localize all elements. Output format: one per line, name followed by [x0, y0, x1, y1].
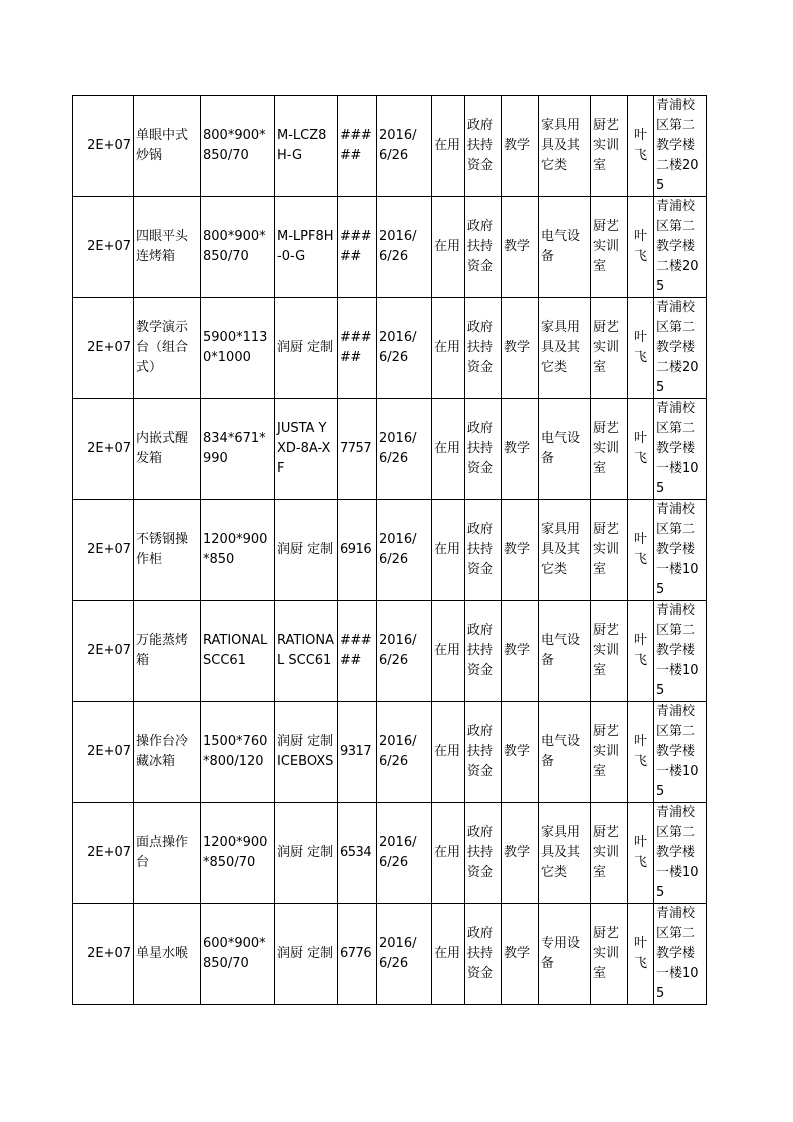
location-cell: 青浦校区第二教学楼二楼205: [654, 96, 707, 197]
date-cell: 2016/6/26: [377, 298, 432, 399]
price-cell: 7757: [338, 399, 377, 500]
usage-cell: 教学: [502, 298, 539, 399]
custodian-cell: 叶飞: [628, 803, 654, 904]
table-row: [73, 96, 707, 197]
spec-cell: 5900*1130*1000: [201, 298, 275, 399]
model-cell: RATIONAL SCC61: [275, 601, 338, 702]
price-cell: 6776: [338, 904, 377, 1005]
usage-cell: 教学: [502, 904, 539, 1005]
table-row: [73, 904, 707, 1005]
date-cell: 2016/6/26: [377, 803, 432, 904]
asset-name-cell: 操作台冷藏冰箱: [134, 702, 201, 803]
price-cell: 9317: [338, 702, 377, 803]
spec-cell: 1200*900*850: [201, 500, 275, 601]
asset-id-cell: 2E+07: [73, 500, 134, 601]
location-cell: 青浦校区第二教学楼一楼105: [654, 803, 707, 904]
table-row: [73, 803, 707, 904]
status-cell: 在用: [432, 601, 465, 702]
price-cell: #####: [338, 298, 377, 399]
model-cell: 润厨 定制: [275, 904, 338, 1005]
location-cell: 青浦校区第二教学楼二楼205: [654, 298, 707, 399]
date-cell: 2016/6/26: [377, 399, 432, 500]
location-cell: 青浦校区第二教学楼二楼205: [654, 197, 707, 298]
table-row: [73, 500, 707, 601]
department-cell: 厨艺实训室: [591, 96, 628, 197]
date-cell: 2016/6/26: [377, 96, 432, 197]
custodian-cell: 叶飞: [628, 500, 654, 601]
date-cell: 2016/6/26: [377, 601, 432, 702]
asset-name-cell: 单星水喉: [134, 904, 201, 1005]
custodian-cell: 叶飞: [628, 197, 654, 298]
funding-source-cell: 政府扶持资金: [465, 803, 502, 904]
custodian-cell: 叶飞: [628, 96, 654, 197]
table-row: [73, 197, 707, 298]
usage-cell: 教学: [502, 500, 539, 601]
spec-cell: RATIONAL SCC61: [201, 601, 275, 702]
department-cell: 厨艺实训室: [591, 399, 628, 500]
table-row: [73, 298, 707, 399]
spec-cell: 600*900*850/70: [201, 904, 275, 1005]
asset-id-cell: 2E+07: [73, 96, 134, 197]
price-cell: 6916: [338, 500, 377, 601]
asset-id-cell: 2E+07: [73, 904, 134, 1005]
asset-name-cell: 教学演示台（组合式）: [134, 298, 201, 399]
custodian-cell: 叶飞: [628, 399, 654, 500]
price-cell: #####: [338, 96, 377, 197]
spec-cell: 800*900*850/70: [201, 197, 275, 298]
funding-source-cell: 政府扶持资金: [465, 399, 502, 500]
location-cell: 青浦校区第二教学楼一楼105: [654, 702, 707, 803]
category-cell: 电气设备: [539, 702, 591, 803]
custodian-cell: 叶飞: [628, 904, 654, 1005]
usage-cell: 教学: [502, 601, 539, 702]
date-cell: 2016/6/26: [377, 500, 432, 601]
model-cell: M-LCZ8H-G: [275, 96, 338, 197]
usage-cell: 教学: [502, 702, 539, 803]
model-cell: 润厨 定制: [275, 500, 338, 601]
table-row: [73, 399, 707, 500]
price-cell: #####: [338, 601, 377, 702]
asset-id-cell: 2E+07: [73, 399, 134, 500]
category-cell: 家具用具及其它类: [539, 500, 591, 601]
location-cell: 青浦校区第二教学楼一楼105: [654, 904, 707, 1005]
spec-cell: 800*900*850/70: [201, 96, 275, 197]
status-cell: 在用: [432, 702, 465, 803]
funding-source-cell: 政府扶持资金: [465, 702, 502, 803]
table-row: [73, 702, 707, 803]
status-cell: 在用: [432, 500, 465, 601]
asset-name-cell: 不锈钢操作柜: [134, 500, 201, 601]
status-cell: 在用: [432, 197, 465, 298]
asset-id-cell: 2E+07: [73, 197, 134, 298]
category-cell: 家具用具及其它类: [539, 96, 591, 197]
department-cell: 厨艺实训室: [591, 298, 628, 399]
asset-name-cell: 单眼中式炒锅: [134, 96, 201, 197]
custodian-cell: 叶飞: [628, 601, 654, 702]
location-cell: 青浦校区第二教学楼一楼105: [654, 601, 707, 702]
asset-id-cell: 2E+07: [73, 803, 134, 904]
funding-source-cell: 政府扶持资金: [465, 197, 502, 298]
category-cell: 家具用具及其它类: [539, 298, 591, 399]
price-cell: #####: [338, 197, 377, 298]
price-cell: 6534: [338, 803, 377, 904]
department-cell: 厨艺实训室: [591, 601, 628, 702]
department-cell: 厨艺实训室: [591, 803, 628, 904]
status-cell: 在用: [432, 96, 465, 197]
funding-source-cell: 政府扶持资金: [465, 904, 502, 1005]
location-cell: 青浦校区第二教学楼一楼105: [654, 399, 707, 500]
status-cell: 在用: [432, 803, 465, 904]
custodian-cell: 叶飞: [628, 702, 654, 803]
model-cell: 润厨 定制: [275, 298, 338, 399]
asset-name-cell: 面点操作台: [134, 803, 201, 904]
date-cell: 2016/6/26: [377, 197, 432, 298]
funding-source-cell: 政府扶持资金: [465, 500, 502, 601]
custodian-cell: 叶飞: [628, 298, 654, 399]
model-cell: 润厨 定制 ICEBOXS: [275, 702, 338, 803]
asset-table-body: [73, 96, 707, 1005]
asset-id-cell: 2E+07: [73, 601, 134, 702]
department-cell: 厨艺实训室: [591, 197, 628, 298]
department-cell: 厨艺实训室: [591, 500, 628, 601]
department-cell: 厨艺实训室: [591, 904, 628, 1005]
category-cell: 电气设备: [539, 399, 591, 500]
asset-id-cell: 2E+07: [73, 298, 134, 399]
spec-cell: 1500*760*800/120: [201, 702, 275, 803]
spec-cell: 834*671*990: [201, 399, 275, 500]
funding-source-cell: 政府扶持资金: [465, 96, 502, 197]
asset-table: [72, 95, 707, 1005]
date-cell: 2016/6/26: [377, 702, 432, 803]
department-cell: 厨艺实训室: [591, 702, 628, 803]
asset-name-cell: 内嵌式醒发箱: [134, 399, 201, 500]
location-cell: 青浦校区第二教学楼一楼105: [654, 500, 707, 601]
asset-name-cell: 四眼平头连烤箱: [134, 197, 201, 298]
status-cell: 在用: [432, 298, 465, 399]
usage-cell: 教学: [502, 399, 539, 500]
date-cell: 2016/6/26: [377, 904, 432, 1005]
usage-cell: 教学: [502, 803, 539, 904]
status-cell: 在用: [432, 904, 465, 1005]
asset-name-cell: 万能蒸烤箱: [134, 601, 201, 702]
funding-source-cell: 政府扶持资金: [465, 601, 502, 702]
model-cell: M-LPF8H-0-G: [275, 197, 338, 298]
category-cell: 家具用具及其它类: [539, 803, 591, 904]
table-row: [73, 601, 707, 702]
status-cell: 在用: [432, 399, 465, 500]
spec-cell: 1200*900*850/70: [201, 803, 275, 904]
category-cell: 专用设备: [539, 904, 591, 1005]
funding-source-cell: 政府扶持资金: [465, 298, 502, 399]
asset-id-cell: 2E+07: [73, 702, 134, 803]
usage-cell: 教学: [502, 96, 539, 197]
usage-cell: 教学: [502, 197, 539, 298]
model-cell: 润厨 定制: [275, 803, 338, 904]
model-cell: JUSTA YXD-8A-XF: [275, 399, 338, 500]
category-cell: 电气设备: [539, 601, 591, 702]
category-cell: 电气设备: [539, 197, 591, 298]
